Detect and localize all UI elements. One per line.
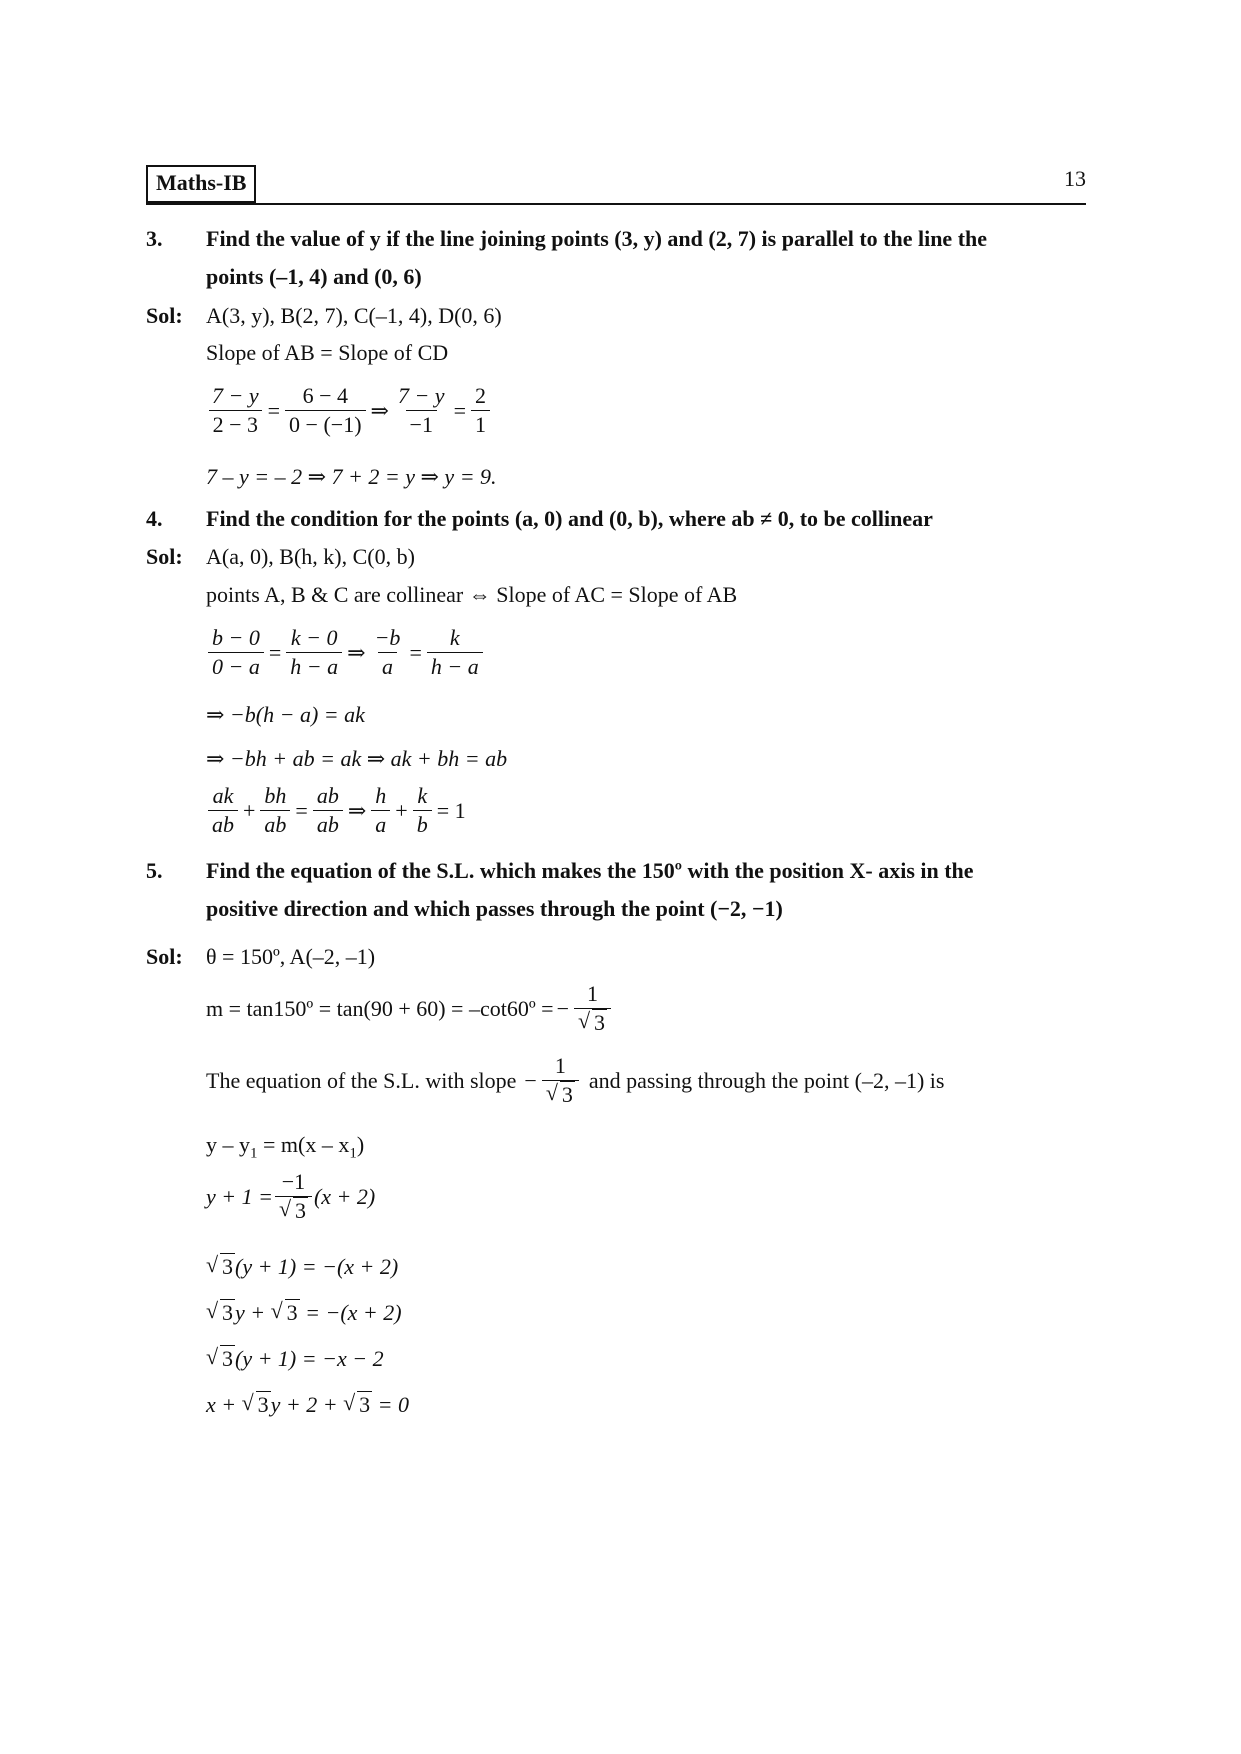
question-4-step-1: ⇒ −b(h − a) = ak	[206, 702, 365, 727]
subject-label: Maths-IB	[146, 165, 256, 203]
question-5-statement-b: and passing through the point (–2, –1) is	[588, 1067, 945, 1093]
question-5-number: 5.	[146, 858, 163, 883]
question-5-final-equation: x + √ 3y + 2 + √ 3 = 0	[206, 1390, 409, 1417]
question-5-slope-text: m = tan150º = tan(90 + 60) = –cot60º =	[206, 995, 554, 1021]
question-3-result: 7 – y = – 2 ⇒ 7 + 2 = y ⇒ y = 9.	[206, 464, 497, 489]
question-3-sol-label: Sol:	[146, 303, 183, 328]
question-4-text: Find the condition for the points (a, 0) and (0, b), where ab ≠ 0, to be collinear	[206, 506, 933, 531]
question-3-text-line1: Find the value of y if the line joining points (3, y) and (2, 7) is parallel to the line the	[206, 226, 988, 251]
question-5-equation-statement: The equation of the S.L. with slope − 1 √ 3 and passing through the point (–2, –1) is	[206, 1053, 945, 1107]
question-3-fraction-equation: $\frac{7 - y}{2 - 3}$ = $\frac{6 - 4}{0 - (-1)}$ ⇒ $\frac{7 - y}{-1}$ = $\frac{2}{1}$	[206, 382, 492, 439]
question-4-number: 4.	[146, 506, 163, 531]
question-5-step-3: √ 3(y + 1) = −x − 2	[206, 1344, 384, 1371]
question-5-text-line1: Find the equation of the S.L. which makes the 150º with the position X- axis in the	[206, 858, 974, 883]
question-4-points: A(a, 0), B(h, k), C(0, b)	[206, 544, 415, 569]
question-4-sol-label: Sol:	[146, 544, 183, 569]
question-5-point-slope-form: $y - y_1 = m(x - x_1)$	[206, 1132, 365, 1162]
question-4-fraction-equation: $\frac{b - 0}{0 - a}$ = $\frac{k - 0}{h - a}$ ⇒ $\frac{-b}{a}$ = $\frac{k}{h - a}$	[206, 624, 485, 681]
page-number: 13	[1064, 166, 1086, 191]
question-5-step-2: √ 3y + √ 3 = −(x + 2)	[206, 1298, 402, 1325]
question-4-collinear-statement: points A, B & C are collinear ⇔ Slope of AC = Slope of AB	[206, 582, 738, 607]
question-3-text-line2: points (–1, 4) and (0, 6)	[206, 264, 422, 289]
question-5-sol-label: Sol:	[146, 944, 183, 969]
question-5-given: θ = 150º, A(–2, –1)	[206, 944, 376, 969]
question-5-statement-a: The equation of the S.L. with slope	[206, 1067, 517, 1093]
question-5-substitution: y + 1 = −1 √ 3 (x + 2)	[206, 1169, 376, 1223]
question-5-step-1: √ 3(y + 1) = −(x + 2)	[206, 1252, 399, 1279]
question-3-number: 3.	[146, 226, 163, 251]
question-3-points: A(3, y), B(2, 7), C(–1, 4), D(0, 6)	[206, 303, 502, 328]
question-5-slope-line: m = tan150º = tan(90 + 60) = –cot60º = − 1 √ 3	[206, 980, 613, 1037]
question-3-slope-statement: Slope of AB = Slope of CD	[206, 340, 449, 365]
question-4-step-2: ⇒ −bh + ab = ak ⇒ ak + bh = ab	[206, 746, 508, 771]
question-4-final-equation: $\frac{ak}{ab}$ + $\frac{bh}{ab}$ = $\frac{ab}{ab}$ ⇒ $\frac{h}{a}$ + $\frac{k}{b}$ = 1	[206, 782, 469, 839]
question-5-text-line2: positive direction and which passes through the point (−2, −1)	[206, 896, 783, 921]
page-header	[146, 165, 1086, 205]
